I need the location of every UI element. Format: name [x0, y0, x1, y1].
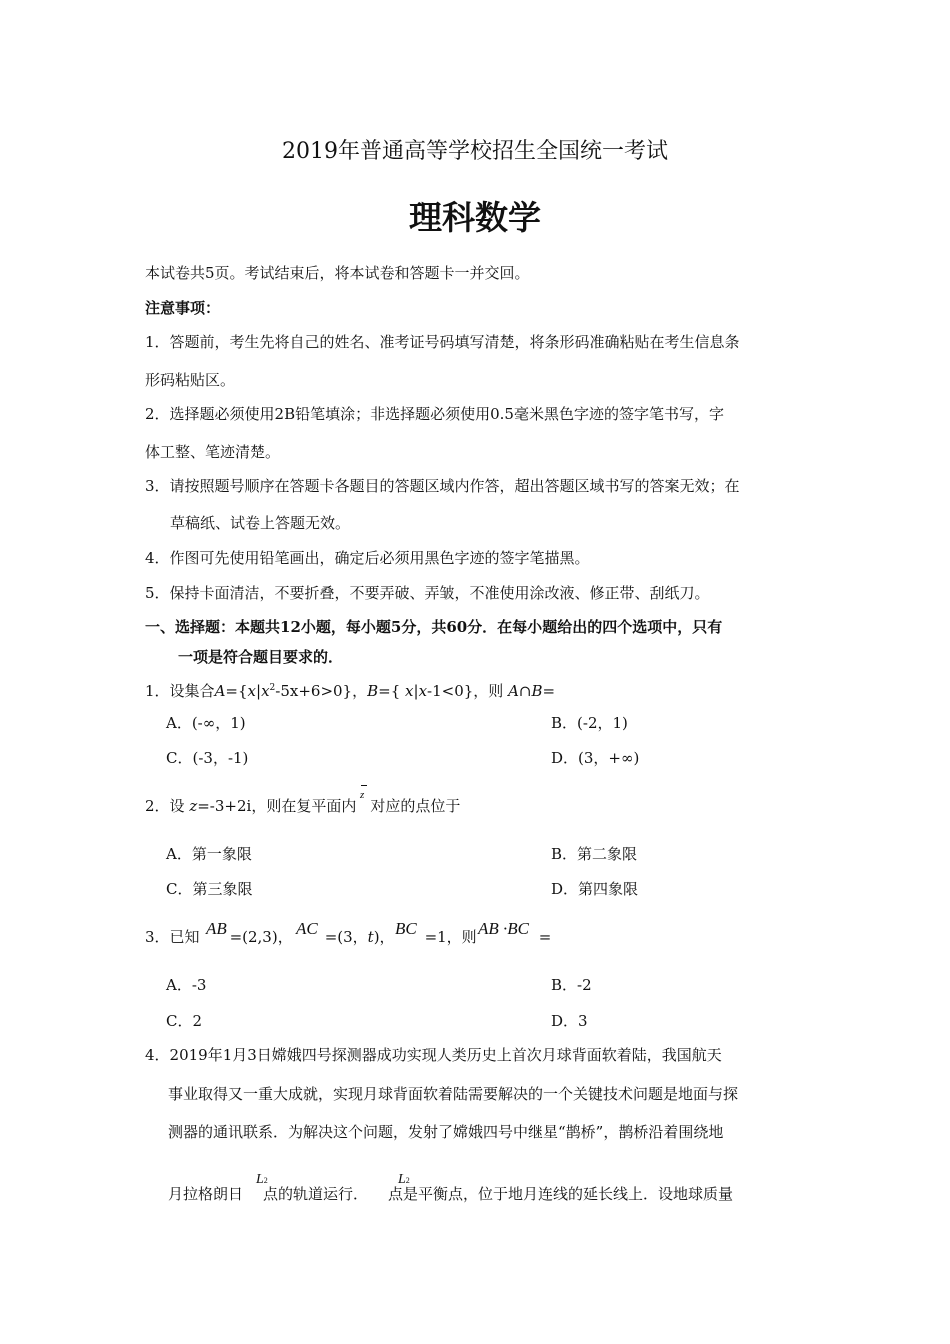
q3-option-d: D．3 [551, 1012, 588, 1030]
q3-text: )， [373, 928, 395, 946]
q1-text: = [542, 682, 556, 700]
q4-text: 点是平衡点，位于地月连线的延长线上．设地球质量 [388, 1185, 734, 1203]
q1-text: -5x+6>0}， [275, 682, 368, 700]
notice-item-3 [145, 476, 740, 496]
q3-text: 已知 [169, 928, 200, 946]
q2-option-a: A．第一象限 [166, 845, 252, 863]
q1-text: ={ [378, 682, 406, 700]
q2-option-b: B．第二象限 [551, 845, 638, 863]
q2-option-d: D．第四象限 [551, 880, 639, 898]
section-heading: 一、选择题：本题共12小题，每小题5分，共60分．在每小题给出的四个选项中，只有 [145, 618, 723, 636]
q1-set-b: B [367, 682, 379, 700]
q2-text: 对应的点位于 [370, 797, 461, 815]
exam-title: 2019年普通高等学校招生全国统一考试 [282, 139, 668, 164]
q4-line-4 [168, 1184, 733, 1204]
q3-var-t: t [367, 928, 374, 946]
vector-dot-product: AB ·BC [478, 919, 529, 938]
q1-var: x [247, 682, 256, 700]
q3-option-c: C．2 [166, 1012, 203, 1030]
l2-subscript: 2 [405, 1176, 410, 1185]
q4-text: 点的轨道运行． [263, 1185, 369, 1203]
notice-item-1 [145, 332, 740, 352]
notice-item-text: 保持卡面清洁，不要折叠，不要弄破、弄皱，不准使用涂改液、修正带、刮纸刀。 [169, 584, 710, 602]
vector-ac: AC [296, 919, 318, 938]
lagrange-point-l2 [398, 1172, 410, 1188]
notice-item-number: 4． [145, 549, 170, 567]
notice-item-number: 2． [145, 405, 170, 423]
q1-option-d: D．(3，+∞) [551, 749, 640, 767]
notice-item-4 [145, 548, 590, 568]
conjugate-bar [361, 785, 367, 786]
q1-text: ={ [225, 682, 248, 700]
notice-item-3-cont: 草稿纸、试卷上答题无效。 [170, 514, 351, 532]
notice-item-number: 5． [145, 584, 170, 602]
l2-subscript: 2 [263, 1176, 268, 1185]
q1-var: x [405, 682, 414, 700]
q2-conjugate-z: z [360, 789, 365, 801]
question-number: 1． [145, 682, 170, 700]
notice-item-text: 请按照题号顺序在答题卡各题目的答题区域内作答，超出答题区域书写的答案无效；在 [169, 477, 740, 495]
question-number: 4． [145, 1046, 170, 1064]
q4-line-2: 事业取得又一重大成就，实现月球背面软着陆需要解决的一个关键技术问题是地面与探 [168, 1085, 739, 1103]
lagrange-point-l2 [256, 1172, 268, 1188]
notice-item-text: 作图可先使用铅笔画出，确定后必须用黑色字迹的签字笔描黑。 [169, 549, 590, 567]
notice-item-2-cont: 体工整、笔迹清楚。 [145, 443, 281, 461]
q3-text: = [538, 928, 552, 946]
q1-text: 设集合 [169, 682, 215, 700]
q1-option-b: B．(-2，1) [551, 714, 628, 732]
l2-letter: L [256, 1172, 264, 1187]
q1-set-a: A [214, 682, 226, 700]
q3-text: =1，则 [424, 928, 477, 946]
q2-text: 设 [169, 797, 190, 815]
notice-item-text: 答题前，考生先将自己的姓名、准考证号码填写清楚，将条形码准确粘贴在考生信息条 [169, 333, 740, 351]
question-2 [145, 796, 460, 816]
q1-intersection: A∩B [508, 682, 543, 700]
q1-text: -1<0}，则 [427, 682, 509, 700]
q3-option-a: A．-3 [166, 976, 207, 994]
q3-text: =(2,3)， [229, 928, 293, 946]
q1-text: | [256, 682, 262, 700]
notice-item-number: 3． [145, 477, 170, 495]
q1-var: x [418, 682, 428, 700]
notice-item-2 [145, 404, 724, 424]
q3-option-b: B．-2 [551, 976, 592, 994]
q1-option-a: A．(-∞，1) [166, 714, 246, 732]
q4-line-3: 测器的通讯联系．为解决这个问题，发射了嫦娥四号中继星“鹊桥”，鹊桥沿着围绕地 [168, 1123, 724, 1141]
intro-text: 本试卷共5页。考试结束后，将本试卷和答题卡一并交回。 [145, 264, 530, 282]
q1-option-c: C．(-3，-1) [166, 749, 249, 767]
q1-text: | [413, 682, 419, 700]
q1-exponent: 2 [269, 683, 276, 693]
vector-bc: BC [395, 919, 417, 938]
notice-item-1-cont: 形码粘贴区。 [145, 371, 236, 389]
section-heading-cont: 一项是符合题目要求的． [178, 648, 344, 666]
notice-item-number: 1． [145, 333, 170, 351]
q4-text: 2019年1月3日嫦娥四号探测器成功实现人类历史上首次月球背面软着陆，我国航天 [169, 1046, 722, 1064]
q4-text: 月拉格朗日 [168, 1185, 244, 1203]
q2-option-c: C．第三象限 [166, 880, 253, 898]
q1-var: x [261, 682, 270, 700]
question-number: 2． [145, 797, 170, 815]
notice-heading: 注意事项： [145, 299, 221, 317]
q2-var-z: z [189, 797, 198, 815]
question-number: 3． [145, 928, 170, 946]
notice-item-text: 选择题必须使用2B铅笔填涂；非选择题必须使用0.5毫米黑色字迹的签字笔书写，字 [169, 405, 724, 423]
vector-ab: AB [206, 919, 227, 938]
question-1 [145, 678, 555, 701]
l2-letter: L [398, 1172, 406, 1187]
q2-text: =-3+2i，则在复平面内 [197, 797, 357, 815]
subject-title: 理科数学 [409, 198, 541, 237]
notice-item-5 [145, 583, 710, 603]
question-4 [145, 1045, 722, 1065]
q3-text: =(3， [324, 928, 368, 946]
